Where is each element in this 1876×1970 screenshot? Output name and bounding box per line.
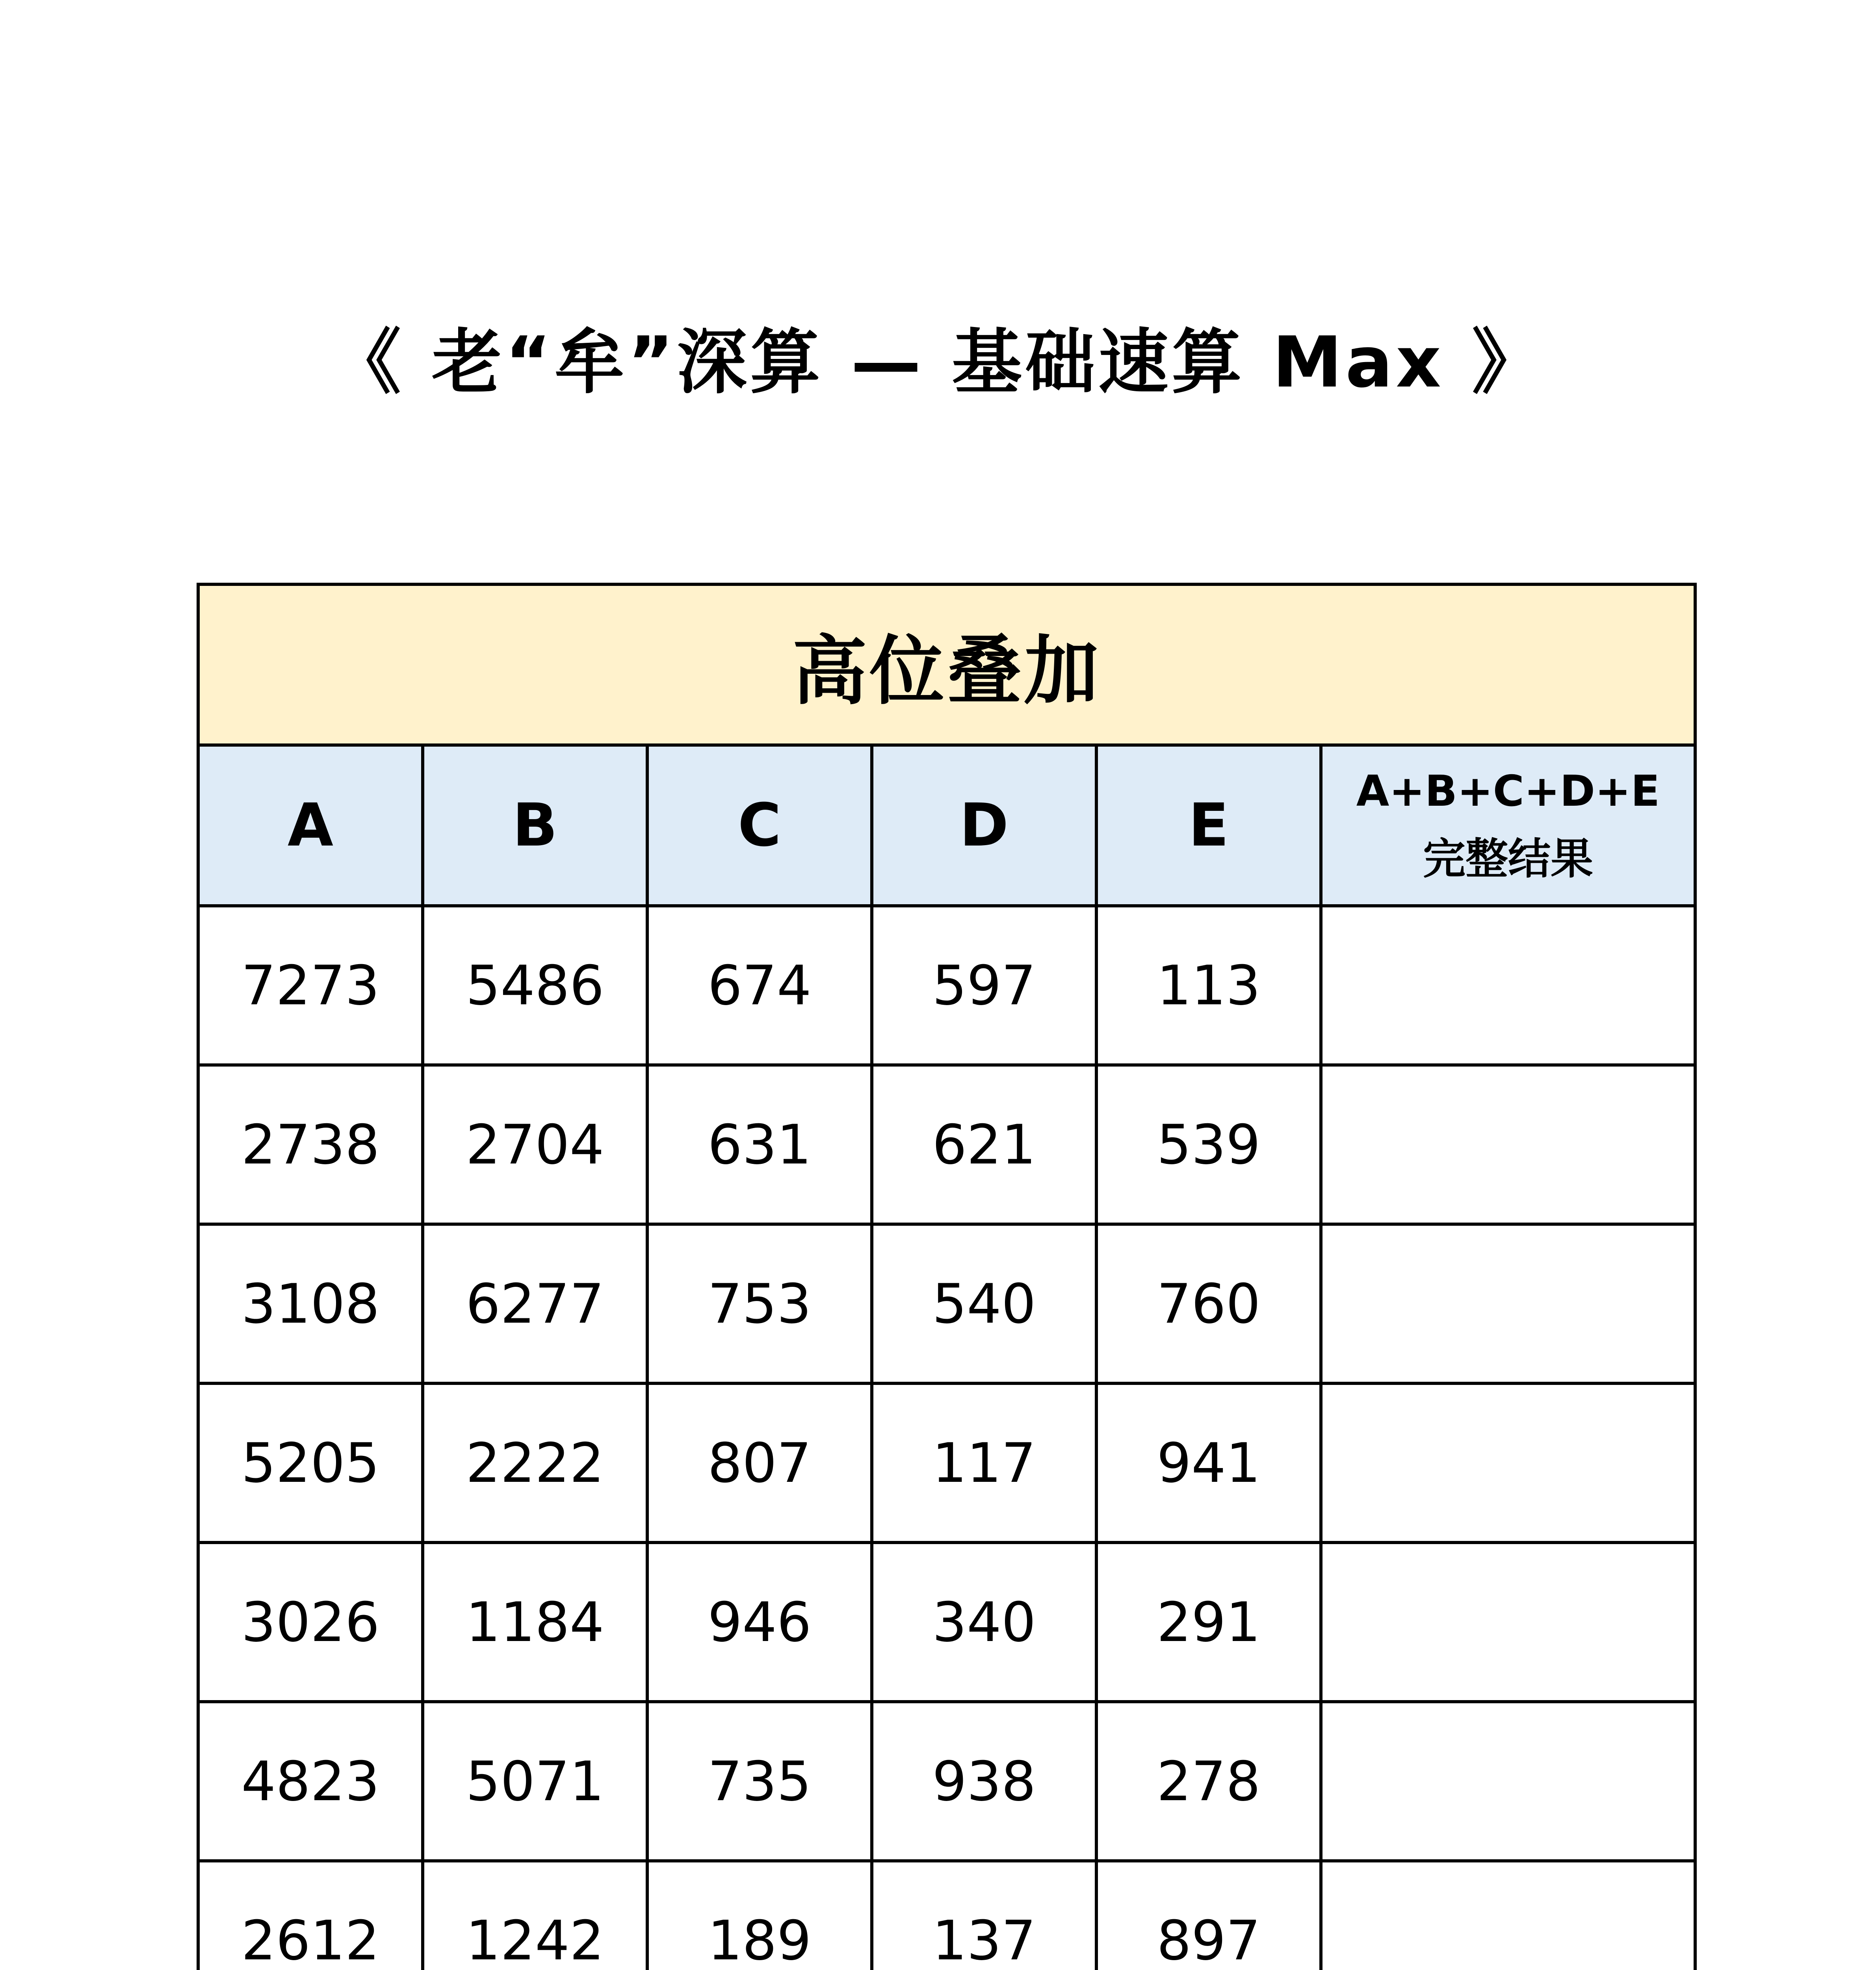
cell-b: 5071 <box>423 1702 647 1861</box>
cell-a: 7273 <box>198 906 423 1065</box>
cell-c: 753 <box>647 1224 872 1383</box>
cell-b: 1184 <box>423 1543 647 1702</box>
cell-d: 137 <box>872 1861 1096 1970</box>
section-title-row <box>198 584 1695 745</box>
result-answer-cell[interactable] <box>1321 1224 1695 1383</box>
cell-c: 946 <box>647 1543 872 1702</box>
cell-b: 2222 <box>423 1383 647 1543</box>
cell-d: 340 <box>872 1543 1096 1702</box>
cell-b: 2704 <box>423 1065 647 1224</box>
cell-e: 278 <box>1096 1702 1321 1861</box>
table-row <box>198 1224 1695 1383</box>
cell-a: 3108 <box>198 1224 423 1383</box>
cell-c: 189 <box>647 1861 872 1970</box>
cell-e: 113 <box>1096 906 1321 1065</box>
result-answer-cell[interactable] <box>1321 1383 1695 1543</box>
cell-a: 5205 <box>198 1383 423 1543</box>
table-row <box>198 1065 1695 1224</box>
column-header-row <box>198 745 1695 906</box>
column-header-result <box>1321 745 1695 906</box>
cell-e: 897 <box>1096 1861 1321 1970</box>
cell-b: 6277 <box>423 1224 647 1383</box>
cell-b: 5486 <box>423 906 647 1065</box>
cell-c: 807 <box>647 1383 872 1543</box>
cell-c: 631 <box>647 1065 872 1224</box>
result-answer-cell[interactable] <box>1321 1861 1695 1970</box>
column-header-e: E <box>1096 745 1321 906</box>
table-row <box>198 1383 1695 1543</box>
result-answer-cell[interactable] <box>1321 1702 1695 1861</box>
cell-d: 938 <box>872 1702 1096 1861</box>
section-title: 高位叠加 <box>198 584 1695 745</box>
cell-c: 674 <box>647 906 872 1065</box>
table-row <box>198 1543 1695 1702</box>
cell-d: 621 <box>872 1065 1096 1224</box>
cell-b: 1242 <box>423 1861 647 1970</box>
cell-a: 4823 <box>198 1702 423 1861</box>
cell-a: 2612 <box>198 1861 423 1970</box>
cell-d: 540 <box>872 1224 1096 1383</box>
result-header-formula: A+B+C+D+E <box>1356 767 1660 816</box>
cell-c: 735 <box>647 1702 872 1861</box>
cell-e: 760 <box>1096 1224 1321 1383</box>
cell-a: 2738 <box>198 1065 423 1224</box>
table-row <box>198 1702 1695 1861</box>
worksheet-table <box>197 583 1697 1970</box>
cell-d: 597 <box>872 906 1096 1065</box>
cell-e: 539 <box>1096 1065 1321 1224</box>
table-row <box>198 906 1695 1065</box>
result-answer-cell[interactable] <box>1321 1065 1695 1224</box>
column-header-a: A <box>198 745 423 906</box>
column-header-b: B <box>423 745 647 906</box>
cell-a: 3026 <box>198 1543 423 1702</box>
result-answer-cell[interactable] <box>1321 1543 1695 1702</box>
cell-e: 941 <box>1096 1383 1321 1543</box>
column-header-c: C <box>647 745 872 906</box>
cell-d: 117 <box>872 1383 1096 1543</box>
result-header-label: 完整结果 <box>1423 834 1594 884</box>
page-title: 《 老“牟”深算 — 基础速算 Max 》 <box>331 322 1545 403</box>
result-answer-cell[interactable] <box>1321 906 1695 1065</box>
column-header-d: D <box>872 745 1096 906</box>
table-row <box>198 1861 1695 1970</box>
cell-e: 291 <box>1096 1543 1321 1702</box>
